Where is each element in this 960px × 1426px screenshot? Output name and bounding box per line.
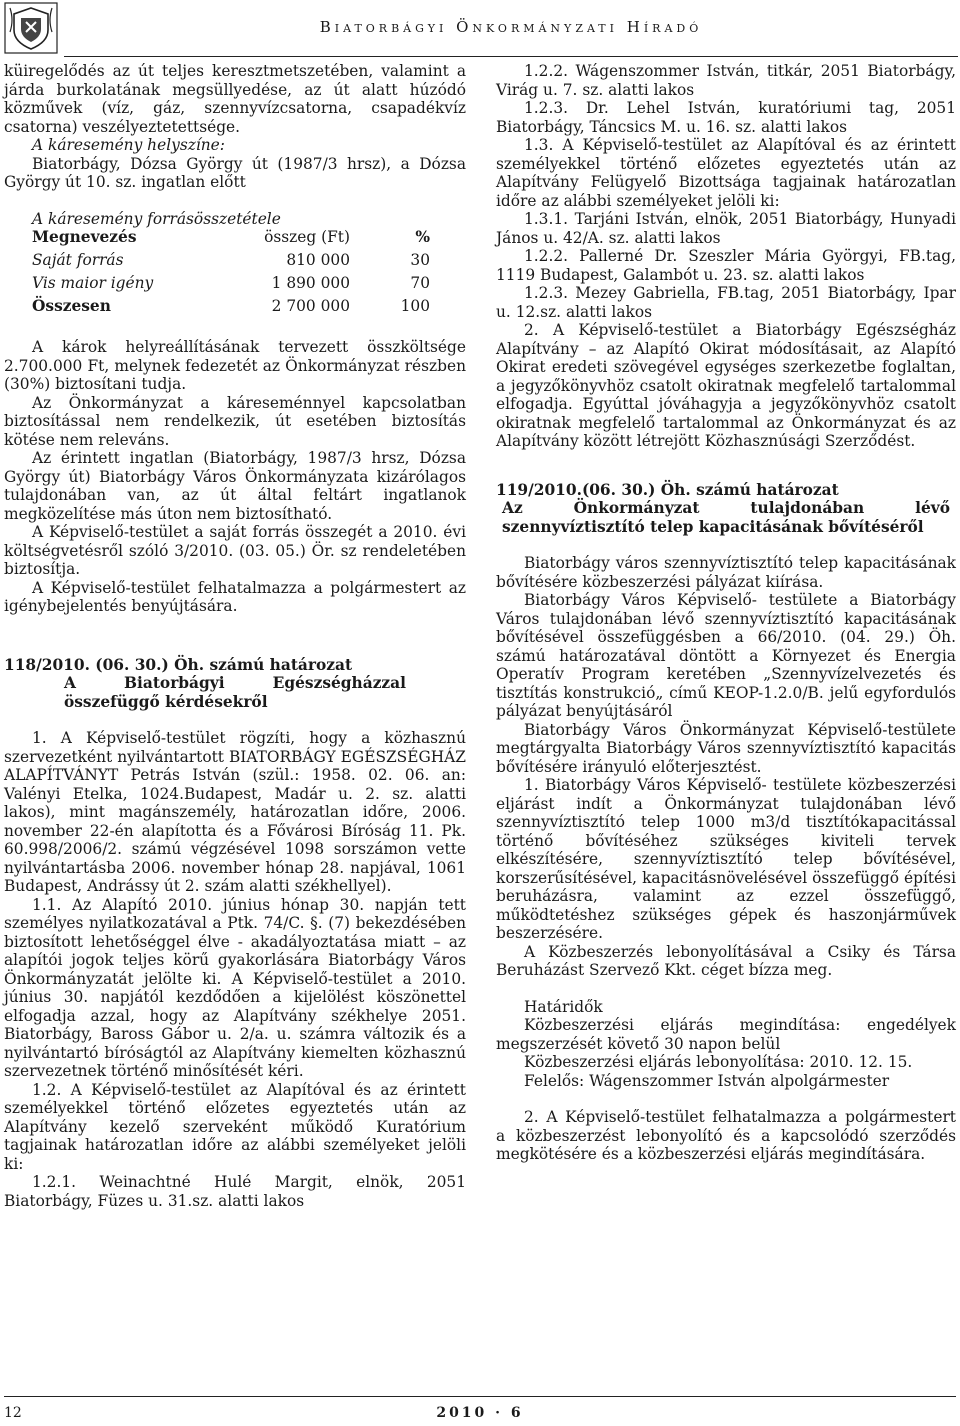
table-caption: A káresemény forrásösszetétele <box>32 209 281 228</box>
paragraph: 2. A Képviselő-testület felhatalmazza a polgármestert a közbeszerzést lebonyolító és a kapcsolódó szerződés megkötésére és a közbeszerzési eljárás megindítására. <box>496 1108 956 1163</box>
page-footer <box>4 1396 956 1425</box>
row-name: Vis maior igény <box>32 274 154 292</box>
coat-of-arms-icon <box>4 2 58 54</box>
row-name: Saját forrás <box>32 251 124 269</box>
resolution-title: A Biatorbágyi Egészségházzal összefüggő kérdésekről <box>64 674 406 711</box>
paragraph: Biatorbágy város szennyvíztisztító telep kapacitásának bővítésére közbeszerzési pályázat kiírása. <box>496 554 956 591</box>
paragraph: Közbeszerzési eljárás megindítása: engedélyek megszerzését követő 30 napon belül <box>496 1016 956 1053</box>
paragraph: küiregelődés az út teljes keresztmetszetében, valamint a járda burkolatának megsüllyedése, az út alatt húzódó közművek (víz, gáz, szennyvízcsatorna, csapadékvíz csatorna) veszélyeztetettsége. <box>4 62 466 136</box>
paragraph: 1.2.3. Dr. Lehel István, kuratóriumi tag, 2051 Biatorbágy, Táncsics M. u. 16. sz. alatti lakos <box>496 99 956 136</box>
paragraph: 1.2.2. Pallerné Dr. Szeszler Mária Györgyi, FB.tag, 1119 Budapest, Galambót u. 23. sz. alatti lakos <box>496 247 956 284</box>
row-percent: 70 <box>410 274 430 292</box>
paragraph: 1.3. A Képviselő-testület az Alapítóval és az érintett személyekkel történő előzetes egyeztetés után az Alapítvány Felügyelő Bizottsága tagjainak határozatlan időre az alábbi személyeket jelöli ki: <box>496 136 956 210</box>
paragraph: Felelős: Wágenszommer István alpolgármester <box>524 1071 890 1090</box>
paragraph: 1. A Képviselő-testület rögzíti, hogy a közhasznú szervezetként nyilvántartott BIATORBÁGY EGÉSZSÉGHÁZ ALAPÍTVÁNYT Petrás István (szül.: 1958. 02. 06. an: Valényi Etelka, 1024.Budapest, Madár u. 2. sz. alatti lakos), mint magánszemély, határozatlan időre, 2006. november 22-én alapította és a Fővárosi Bíróság 11. Pk. 60.998/2006/2. számú végzésével 1098 sorszámon vette nyilvántartásba 2006. november hónap 28. napjával, 1061 Budapest, Andrássy út 2. szám alatti székhellyel). <box>4 729 466 895</box>
location-label: A káresemény helyszíne: <box>32 136 225 154</box>
paragraph: 1.1. Az Alapító 2010. június hónap 30. napján tett személyes nyilatkozatával a Ptk. 74/C. §. (7) bekezdésében biztosított lehetőséggel élve - akadályoztatása miatt – az alapítói jogok teljes körű gyakorlására Biatorbágy Város Önkormányzatát jelölte ki. A Képviselő-testület a 2010. június 30. napjától kezdődően a kijelölést köszönettel elfogadja azzal, hogy az Alapítvány székhelye 2051. Biatorbágy, Baross Gábor u. 2/a. u. számra változik és a nyilvántartó bíróságtól az Alapítvány kiemelten közhasznú szervezetnek történő minősítését kéri. <box>4 895 466 1080</box>
paragraph: 1.3.1. Tarjáni István, elnök, 2051 Biatorbágy, Hunyadi János u. 42/A. sz. alatti lakos <box>496 210 956 247</box>
header-percent: % <box>415 228 430 246</box>
paragraph: A Közbeszerzés lebonyolításával a Csiky és Társa Beruházást Szervező Kkt. céget bízza meg. <box>496 942 956 979</box>
table-row <box>32 251 430 274</box>
paragraph: Az Önkormányzat a káreseménnyel kapcsolatban biztosítással nem rendelkezik, út esetében biztosítás kötése nem releváns. <box>4 393 466 449</box>
header-amount: összeg (Ft) <box>264 228 350 246</box>
paragraph: A károk helyreállításának tervezett összköltsége 2.700.000 Ft, melynek fedezetét az Önkormányzat részben (30%) biztosítani tudja. <box>4 338 466 393</box>
issue-number: 2010 · 6 <box>436 1405 524 1421</box>
total-amount: 2 700 000 <box>271 297 350 315</box>
paragraph: 1.2.2. Wágenszommer István, titkár, 2051 Biatorbágy, Virág u. 7. sz. alatti lakos <box>496 62 956 99</box>
location-text: Biatorbágy, Dózsa György út (1987/3 hrsz), a Dózsa György út 10. sz. ingatlan előtt <box>4 154 466 191</box>
left-column <box>4 62 466 1210</box>
right-column <box>496 62 956 1164</box>
paragraph: 1.2.3. Mezey Gabriella, FB.tag, 2051 Biatorbágy, Ipar u. 12.sz. alatti lakos <box>496 284 956 321</box>
table-row <box>32 274 430 297</box>
paragraph: Biatorbágy Város Képviselő- testülete a Biatorbágy Város tulajdonában lévő szennyvíztisztító kapacitásának bővítésével összefüggésben a 66/2010. (04. 29.) Öh. számú határozatával döntött a Környezet és Energia Operatív Program keretében „Szennyvízelvezetés és tisztítás konstrukció„ című KEOP-1.2.0/B. jelű egyfordulós pályázat benyújtásáról <box>496 591 956 720</box>
row-percent: 30 <box>410 251 430 269</box>
paragraph: 1.2.1. Weinachtné Hulé Margit, elnök, 2051 Biatorbágy, Füzes u. 31.sz. alatti lakos <box>4 1173 466 1210</box>
paragraph: 1.2. A Képviselő-testület az Alapítóval és az érintett személyekkel történő előzetes egyeztetés után az Alapítvány kezelő szerveként működő Kuratórium tagjainak határozatlan időre az alábbi személyeket jelöli ki: <box>4 1080 466 1173</box>
paragraph: 2. A Képviselő-testület a Biatorbágy Egészségház Alapítvány – az Alapító Okirat módosításait, az Alapító Okirat eredeti szövegével egységes szerkezetbe foglaltan, a jegyzőkönyvhöz csatolt okiratnak megfelelő tartalommal elfogadja. Egyúttal jóváhagyja a jegyzőkönyvhöz csatolt okiratnak megfelelő tartalommal az Önkormányzat és az Alapítvány között létrejött Közhasznúsági Szerződést. <box>496 321 956 450</box>
resolution-number: 118/2010. (06. 30.) Öh. számú határozat <box>4 655 353 674</box>
resolution-number: 119/2010.(06. 30.) Öh. számú határozat <box>496 480 839 499</box>
paragraph: Az érintett ingatlan (Biatorbágy, 1987/3 hrsz, Dózsa György út) Biatorbágy Város Önkormányzata kizárólagos tulajdonában van, az út által feltárt ingatlanok megközelítése más úton nem biztosítható. <box>4 449 466 523</box>
funding-table <box>32 228 430 320</box>
deadlines-label: Határidők <box>524 997 603 1016</box>
table-total-row <box>32 297 430 320</box>
page-number: 12 <box>4 1405 22 1421</box>
paragraph: A Képviselő-testület felhatalmazza a polgármestert az igénybejelentés benyújtására. <box>4 578 466 615</box>
row-amount: 810 000 <box>286 251 350 269</box>
resolution-title: Az Önkormányzat tulajdonában lévő szennyvíztisztító telep kapacitásának bővítéséről <box>502 499 950 536</box>
row-amount: 1 890 000 <box>271 274 350 292</box>
total-percent: 100 <box>400 297 430 315</box>
table-header-row <box>32 228 430 251</box>
paragraph: Közbeszerzési eljárás lebonyolítása: 2010. 12. 15. <box>524 1053 913 1071</box>
paragraph: A Képviselő-testület a saját forrás összegét a 2010. évi költségvetésről szóló 3/2010. (03. 05.) Ör. sz rendeletében biztosítja. <box>4 523 466 578</box>
total-name: Összesen <box>32 297 111 315</box>
paragraph: 1. Biatorbágy Város Képviselő- testülete közbeszerzési eljárást indít a Önkormányzat tulajdonában lévő szennyvíztisztító telep 1000 m3/d tisztítókapacitással történő bővítéséhez szükséges kiviteli tervek elkészítésére, szennyvíztisztító telep bővítésével, korszerűsítésével, kapacitásnövelésével összefüggő építési beruházásra, valamint az ezzel összefüggő, működtetéshez szükséges gépek és haszonjárművek beszerzésére. <box>496 776 956 942</box>
header-name: Megnevezés <box>32 228 137 246</box>
newsletter-title: Biatorbágyi Önkormányzati Híradó <box>64 0 958 57</box>
paragraph: Biatorbágy Város Önkormányzat Képviselő-testülete megtárgyalta Biatorbágy Város szennyvíztisztító kapacitás bővítésére irányuló előterjesztést. <box>496 720 956 776</box>
